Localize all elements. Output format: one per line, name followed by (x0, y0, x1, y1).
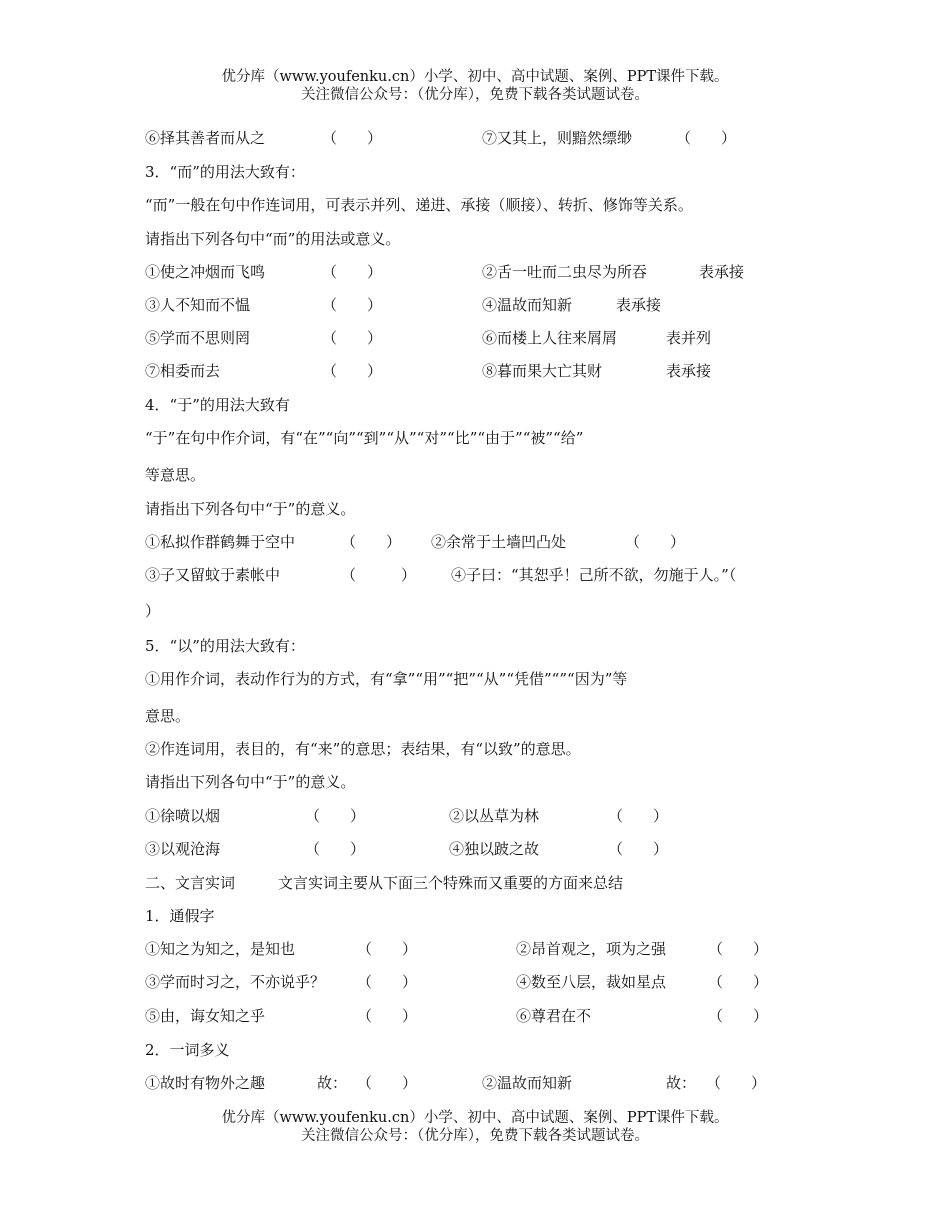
er-item: ①使之冲烟而飞鸣 (145, 263, 266, 281)
section-er-desc: “而”一般在句中作连词用，可表示并列、递进、承接（顺接）、转折、修饰等关系。 (145, 196, 693, 214)
answer-blank[interactable]: （ ） (305, 807, 366, 825)
er-answer: 表并列 (666, 329, 712, 347)
answer-blank[interactable]: （ ） (305, 840, 366, 858)
section-yi-prompt: 请指出下列各句中“于”的意义。 (145, 773, 356, 791)
answer-blank[interactable]: （ ） (322, 362, 383, 380)
header-line-2: 关注微信公众号：（优分库），免费下载各类试题试卷。 (301, 87, 649, 103)
yu-item: ②余常于土墙凹凸处 (431, 533, 567, 551)
answer-blank[interactable]: （ ） (357, 1074, 418, 1092)
yi-item: ④独以跛之故 (449, 840, 540, 858)
section-tongjia-title: 1．通假字 (145, 907, 215, 925)
section-er-prompt: 请指出下列各句中“而”的用法或意义。 (145, 230, 401, 248)
yi-item: ②以丛草为林 (449, 807, 540, 825)
tongjia-item: ④数至八层，裁如星点 (516, 973, 667, 991)
answer-blank[interactable]: （ ） (357, 1007, 418, 1025)
yi-item: ③以观沧海 (145, 840, 221, 858)
page-header (0, 68, 950, 104)
answer-blank[interactable]: （ ） (708, 973, 769, 991)
yi-item: ①徐喷以烟 (145, 807, 221, 825)
answer-blank[interactable]: （ ） (676, 129, 737, 147)
yu-item: ③子又留蚊于素帐中 (145, 566, 281, 584)
answer-blank[interactable]: （ ） (608, 807, 669, 825)
answer-blank[interactable]: （ ） (357, 940, 418, 958)
answer-blank[interactable]: （ ） (357, 973, 418, 991)
answer-blank[interactable]: （ ） (341, 533, 402, 551)
er-answer: 表承接 (699, 263, 745, 281)
answer-blank[interactable]: （ ） (322, 329, 383, 347)
answer-blank[interactable]: （ ） (625, 533, 686, 551)
answer-blank[interactable]: （ ） (708, 1007, 769, 1025)
answer-blank[interactable]: （ ） (341, 566, 417, 584)
er-item: ②舌一吐而二虫尽为所吞 (482, 263, 648, 281)
footer-line-1: 优分库（www.youfenku.cn）小学、初中、高中试题、案例、PPT课件下载。 (221, 1110, 729, 1126)
answer-blank[interactable]: （ ） (322, 263, 383, 281)
tongjia-item: ③学而时习之，不亦说乎？ (145, 973, 326, 991)
section-yu-desc: “于”在句中作介词，有“在”“向”“到”“从”“对”“比”“由于”“被”“给” (145, 429, 584, 447)
answer-blank-close[interactable]: ） (145, 602, 161, 620)
tongjia-item: ②昂首观之，项为之强 (516, 940, 667, 958)
er-answer: 表承接 (616, 296, 662, 314)
section-yu-desc-cont: 等意思。 (145, 466, 206, 484)
answer-blank[interactable]: （ ） (706, 1074, 767, 1092)
section-yu-title: 4．“于”的用法大致有 (145, 396, 290, 414)
section-er-title: 3．“而”的用法大致有： (145, 163, 305, 181)
section-yi-desc-1: ①用作介词，表动作行为的方式，有“拿”“用”“把”“从”“凭借”“”“因为”等 (145, 670, 628, 688)
answer-blank[interactable]: （ ） (322, 296, 383, 314)
section-yi-desc-2: ②作连词用，表目的，有“来”的意思；表结果，有“以致”的意思。 (145, 740, 581, 758)
section-2-desc: 文言实词主要从下面三个特殊而又重要的方面来总结 (278, 874, 624, 892)
answer-blank[interactable]: （ ） (608, 840, 669, 858)
yu-item: ①私拟作群鹤舞于空中 (145, 533, 296, 551)
er-item: ④温故而知新 (482, 296, 573, 314)
answer-blank[interactable]: （ ） (708, 940, 769, 958)
duoyi-item: ②温故而知新 (482, 1074, 573, 1092)
er-item: ⑧暮而果大亡其财 (482, 362, 603, 380)
tongjia-item: ①知之为知之，是知也 (145, 940, 296, 958)
tongjia-item: ⑥尊君在不 (516, 1007, 592, 1025)
item-youqishang: ⑦又其上，则黯然缥缈 (482, 129, 633, 147)
section-duoyi-title: 2．一词多义 (145, 1041, 230, 1059)
er-item: ③人不知而不愠 (145, 296, 251, 314)
header-line-1: 优分库（www.youfenku.cn）小学、初中、高中试题、案例、PPT课件下载。 (221, 69, 729, 85)
footer-line-2: 关注微信公众号：（优分库），免费下载各类试题试卷。 (301, 1128, 649, 1144)
page-footer (0, 1109, 950, 1145)
tongjia-item: ⑤由，诲女知之乎 (145, 1007, 266, 1025)
answer-blank[interactable]: （ ） (322, 129, 383, 147)
duoyi-label: 故： (317, 1074, 348, 1092)
section-2-title: 二、文言实词 (145, 874, 236, 892)
er-item: ⑦相委而去 (145, 362, 221, 380)
section-yi-desc-1-cont: 意思。 (145, 707, 191, 725)
er-item: ⑥而楼上人往来屑屑 (482, 329, 618, 347)
yu-item: ④子曰：“其恕乎！己所不欲，勿施于人。”（ (451, 566, 737, 584)
er-answer: 表承接 (666, 362, 712, 380)
duoyi-item: ①故时有物外之趣 (145, 1074, 266, 1092)
er-item: ⑤学而不思则罔 (145, 329, 251, 347)
section-yi-title: 5．“以”的用法大致有： (145, 637, 305, 655)
duoyi-label: 故： (666, 1074, 697, 1092)
section-yu-prompt: 请指出下列各句中“于”的意义。 (145, 500, 356, 518)
item-zeqi: ⑥择其善者而从之 (145, 129, 266, 147)
